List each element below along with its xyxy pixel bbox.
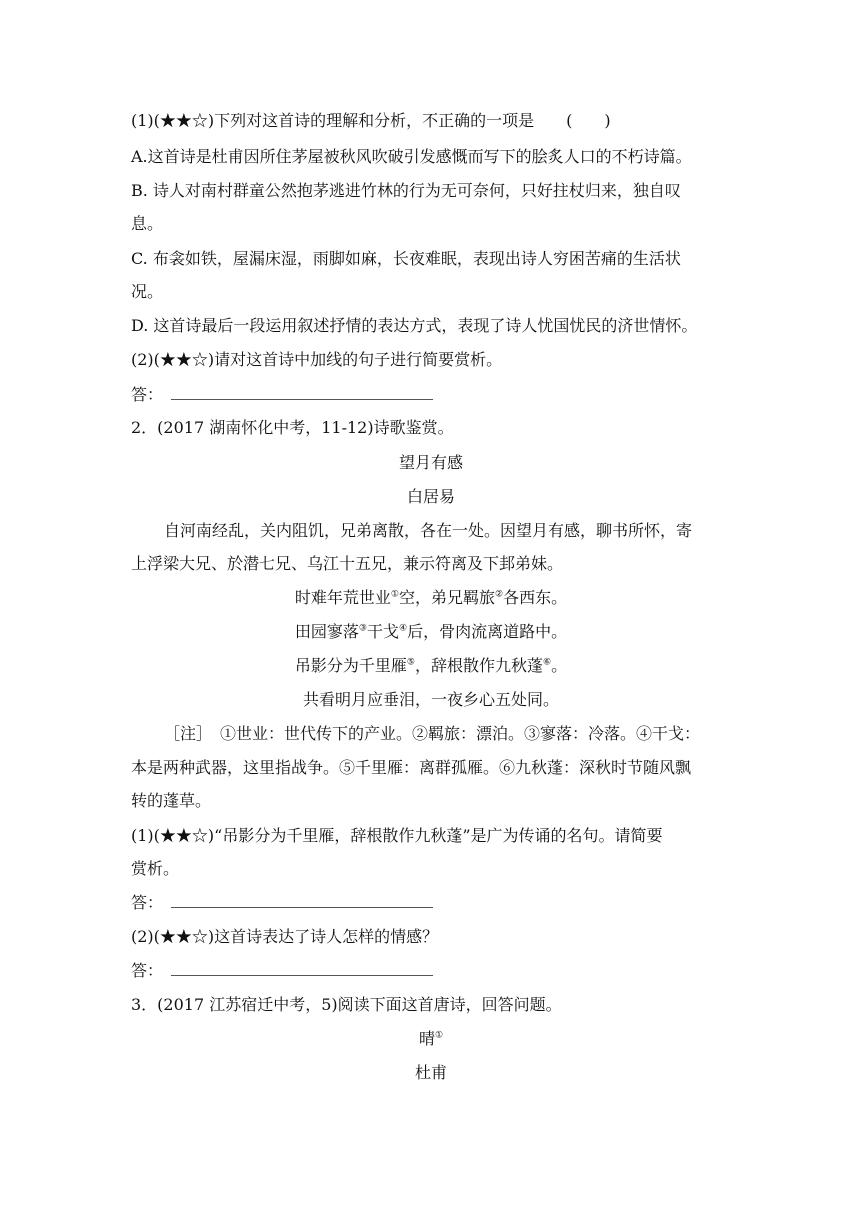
footnote-marker: ② (495, 589, 504, 600)
q1-option-d: D. 这首诗最后一段运用叙述抒情的表达方式，表现了诗人忧国忧民的济世情怀。 (131, 316, 698, 335)
poem-title: 望月有感 (398, 453, 463, 472)
q1-option-b-line2: 息。 (131, 214, 164, 233)
footnote-marker: ① (390, 589, 399, 600)
answer-blank[interactable] (171, 893, 433, 908)
poem-note-line1: ［注］ ①世业：世代传下的产业。②羁旅：漂泊。③寥落：冷落。④干戈： (164, 724, 701, 743)
q2-sub2-answer (131, 960, 731, 982)
footnote-marker: ③ (358, 623, 367, 634)
q2-sub2: (2)(★★☆)这首诗表达了诗人怎样的情感？ (131, 927, 439, 946)
q2-sub1-line2: 赏析。 (131, 859, 180, 878)
answer-label: 答： (131, 961, 164, 980)
q2-sub1-answer (131, 892, 731, 914)
q1-sub2: (2)(★★☆)请对这首诗中加线的句子进行简要赏析。 (131, 350, 503, 369)
q1-option-b-line1: B. 诗人对南村群童公然抱茅逃进竹林的行为无可奈何，只好拄杖归来，独自叹 (131, 181, 681, 200)
footnote-marker: ① (434, 1030, 444, 1041)
poem-line: 田园寥落③干戈④后，骨肉流离道路中。 (294, 622, 568, 641)
poem-line: 时难年荒世业①空，弟兄羁旅②各西东。 (294, 588, 568, 607)
footnote-marker: ④ (399, 623, 408, 634)
q3-heading: 3．(2017 江苏宿迁中考，5)阅读下面这首唐诗，回答问题。 (131, 995, 562, 1014)
poem-note-line3: 转的蓬草。 (131, 791, 212, 810)
q3-poem-author: 杜甫 (414, 1063, 447, 1082)
footnote-marker: ⑤ (406, 657, 415, 668)
answer-blank[interactable] (171, 385, 433, 400)
footnote-marker: ⑥ (543, 657, 552, 668)
q1-option-c-line1: C. 布衾如铁，屋漏床湿，雨脚如麻，长夜难眠，表现出诗人穷困苦痛的生活状 (131, 249, 681, 268)
poem-note-line2: 本是两种武器，这里指战争。⑤千里雁：离群孤雁。⑥九秋蓬：深秋时节随风飘 (131, 758, 692, 777)
q2-sub1-line1: (1)(★★☆)“吊影分为千里雁，辞根散作九秋蓬”是广为传诵的名句。请简要 (131, 826, 663, 845)
q2-heading: 2．(2017 湖南怀化中考，11-12)诗歌鉴赏。 (131, 418, 454, 437)
poem-author: 白居易 (406, 487, 455, 506)
poem-preface-line1: 自河南经乱，关内阻饥，兄弟离散，各在一处。因望月有感，聊书所怀，寄 (164, 521, 693, 540)
poem-line: 吊影分为千里雁⑤，辞根散作九秋蓬⑥。 (294, 656, 568, 675)
q1-answer-line (131, 384, 731, 406)
q1-option-a: A.这首诗是杜甫因所住茅屋被秋风吹破引发感慨而写下的脍炙人口的不朽诗篇。 (131, 147, 692, 166)
answer-blank[interactable] (171, 961, 433, 976)
poem-line: 共看明月应垂泪，一夜乡心五处同。 (302, 690, 559, 709)
q1-sub1: (1)(★★☆)下列对这首诗的理解和分析，不正确的一项是 ( ) (131, 111, 611, 130)
answer-label: 答： (131, 893, 164, 912)
q3-poem-title: 晴① (418, 1029, 444, 1048)
q1-option-c-line2: 况。 (131, 282, 164, 301)
answer-label: 答： (131, 385, 164, 404)
poem-preface-line2: 上浮梁大兄、於潜七兄、乌江十五兄，兼示符离及下邽弟妹。 (131, 554, 564, 573)
